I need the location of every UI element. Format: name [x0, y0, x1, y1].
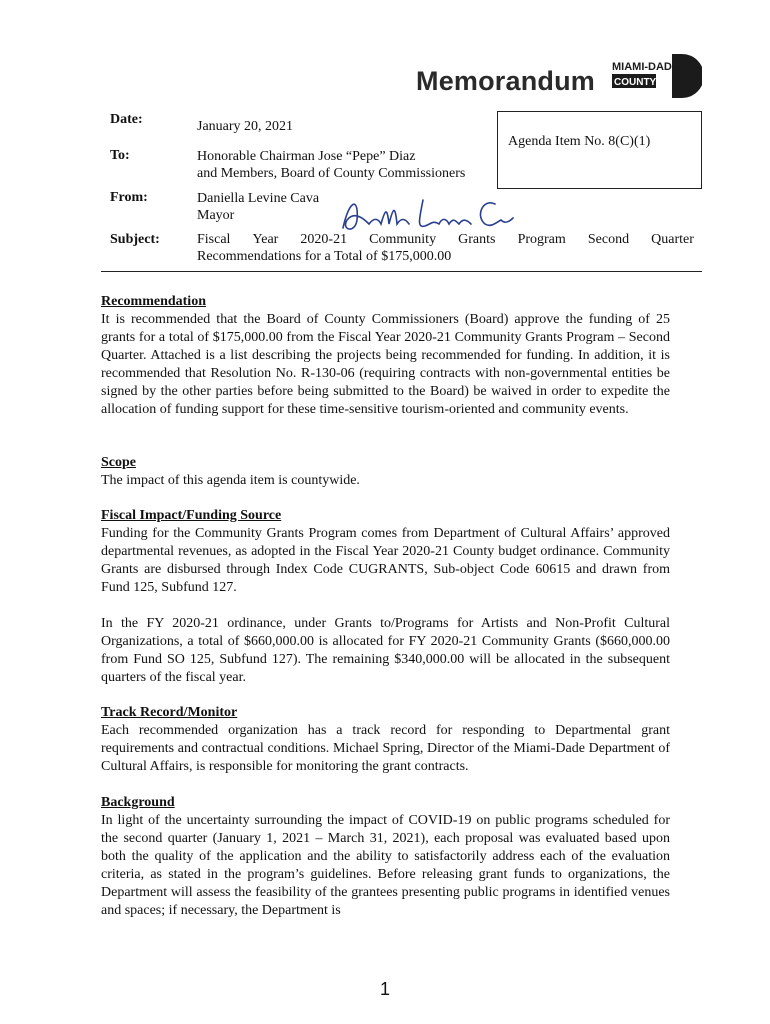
from-line1: Daniella Levine Cava	[197, 191, 320, 206]
subject-line1	[197, 232, 694, 248]
track-record-text: Each recommended organization has a track record for responding to Departmental grant requirements and contractual conditions. Michael Spring, Director of the Miami-Dade Department of Cultural Affairs, is responsible for monitoring the grant contracts.	[101, 723, 670, 774]
track-record-section	[101, 704, 670, 776]
agenda-item-text: Agenda Item No. 8(C)(1)	[508, 134, 651, 149]
memo-title: Memorandum	[416, 66, 596, 96]
subject-word: Grants	[458, 232, 496, 247]
subject-label: Subject:	[110, 232, 160, 247]
logo-line2: COUNTY	[614, 77, 657, 88]
logo-line1: MIAMI-DADE	[612, 61, 680, 73]
scope-heading: Scope	[101, 455, 136, 470]
recommendation-section	[101, 293, 670, 419]
agenda-item-box	[497, 111, 702, 189]
to-line2: and Members, Board of County Commissioners	[197, 166, 466, 181]
to-label: To:	[110, 148, 130, 163]
date-value: January 20, 2021	[197, 119, 294, 134]
subject-word: Second	[587, 232, 630, 247]
date-label: Date:	[110, 112, 143, 127]
fiscal-text-1: Funding for the Community Grants Program comes from Department of Cultural Affairs’ approved departmental revenues, as adopted in the Fiscal Year 2020-21 County budget ordinance. Community Grants are disbursed through Index Code CUGRANTS, Sub-object Code 60615 and drawn from Fund 125, Subfund 127.	[101, 526, 670, 595]
header-divider	[101, 271, 702, 272]
fiscal-heading: Fiscal Impact/Funding Source	[101, 508, 282, 523]
subject-word: Quarter	[651, 232, 694, 247]
subject-word: Program	[517, 232, 566, 247]
background-section	[101, 794, 670, 920]
background-text: In light of the uncertainty surrounding the impact of COVID-19 on public programs scheduled for the second quarter (January 1, 2021 – March 31, 2021), each proposal was evaluated based upon both the quality of the application and the ability to satisfactorily address each of the evaluation criteria, as stated in the program’s guidelines. Before releasing grant funds to organizations, the Department will assess the feasibility of the grantees presenting public programs in identified venues and spaces; if necessary, the Department is	[101, 813, 670, 918]
subject-word: 2020-21	[300, 232, 348, 247]
scope-section	[101, 454, 670, 490]
subject-word: Year	[252, 232, 279, 247]
fiscal-section-2	[101, 615, 670, 687]
from-value	[197, 190, 319, 224]
track-record-heading: Track Record/Monitor	[101, 705, 238, 720]
background-heading: Background	[101, 795, 175, 810]
scope-text: The impact of this agenda item is countywide.	[101, 473, 360, 488]
subject-line2: Recommendations for a Total of $175,000.00	[197, 249, 452, 264]
subject-word: Fiscal	[197, 232, 231, 247]
recommendation-text: It is recommended that the Board of County Commissioners (Board) approve the funding of 25 grants for a total of $175,000.00 from the Fiscal Year 2020-21 Community Grants Program – Second Quarter. Attached is a list describing the projects being recommended for funding. In addition, it is recommended that Resolution No. R-130-06 (requiring contracts with non-governmental entities be signed by the other parties before being submitted to the Board) be waived in order to expedite the allocation of funding support for these time-sensitive tourism-oriented and community events.	[101, 312, 670, 417]
recommendation-heading: Recommendation	[101, 294, 206, 309]
page-number: 1	[379, 979, 390, 999]
to-line1: Honorable Chairman Jose “Pepe” Diaz	[197, 149, 416, 164]
from-line2: Mayor	[197, 208, 235, 223]
fiscal-section	[101, 507, 670, 597]
fiscal-text-2: In the FY 2020-21 ordinance, under Grants to/Programs for Artists and Non-Profit Cultural Organizations, a total of $660,000.00 is allocated for FY 2020-21 Community Grants ($660,000.00 from Fund SO 125, Subfund 127). The remaining $340,000.00 will be allocated in the subsequent quarters of the fiscal year.	[101, 616, 670, 685]
to-value	[197, 148, 465, 182]
miami-dade-county-logo	[610, 54, 702, 98]
subject-word: Community	[369, 232, 437, 247]
from-label: From:	[110, 190, 148, 205]
